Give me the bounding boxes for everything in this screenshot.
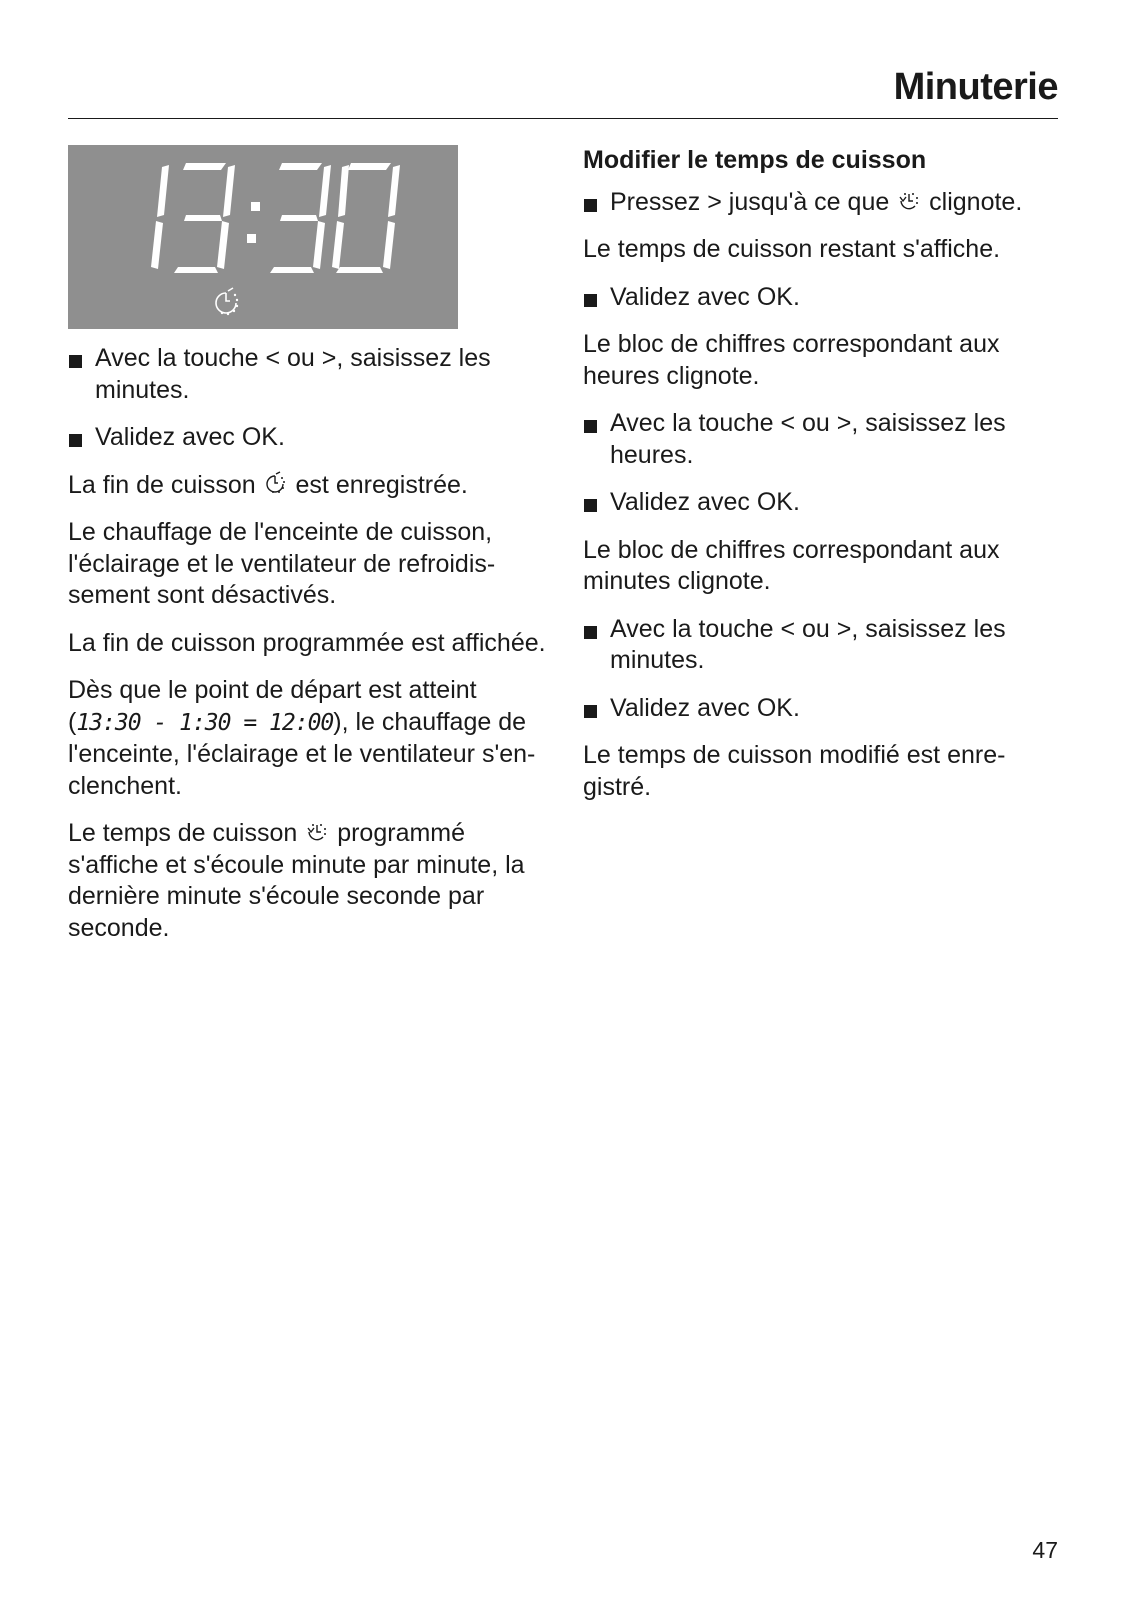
header-rule bbox=[68, 118, 1058, 119]
oven-display bbox=[68, 145, 458, 329]
paragraph-text: Pressez > jusqu'à ce que bbox=[610, 187, 890, 216]
end-of-cooking-timer-icon bbox=[216, 288, 238, 315]
cooking-time-icon bbox=[304, 819, 330, 845]
paragraph-text: est enregistrée. bbox=[295, 470, 468, 499]
paragraph: Le temps de cuisson restant s'affiche. bbox=[583, 235, 1001, 263]
paragraph: Le temps de cuisson modifié est enregistré. bbox=[583, 741, 1006, 801]
instruction-step: Avec la touche < ou >, saisissez les minutes. bbox=[68, 343, 548, 406]
paragraph-text: ), le chauffage de l'enceinte, l'éclairage et le ventilateur s'enclenchent. bbox=[68, 707, 536, 800]
instruction-step: Validez avec OK. bbox=[583, 487, 1063, 519]
paragraph-text: Dès que le point de départ est atteint ( bbox=[68, 676, 477, 736]
display-formula: 13:30 - 1:30 = 12:00 bbox=[76, 709, 334, 736]
instruction-step bbox=[583, 187, 1063, 219]
paragraph: Le bloc de chiffres correspondant aux minutes clignote. bbox=[583, 535, 1000, 595]
paragraph-text: La fin de cuisson bbox=[68, 470, 256, 499]
instruction-step: Avec la touche < ou >, saisissez les minutes. bbox=[583, 614, 1063, 677]
section-heading: Modifier le temps de cuisson bbox=[583, 146, 927, 174]
paragraph bbox=[68, 818, 548, 944]
paragraph bbox=[68, 470, 548, 502]
paragraph: La fin de cuisson programmée est affichée. bbox=[68, 628, 546, 657]
instruction-step: Validez avec OK. bbox=[583, 282, 1063, 314]
paragraph bbox=[68, 675, 548, 802]
display-digits bbox=[151, 163, 400, 273]
paragraph-text: Le temps de cuisson bbox=[68, 819, 298, 847]
cooking-time-icon bbox=[896, 188, 922, 214]
left-column bbox=[68, 145, 548, 960]
paragraph-text: clignote. bbox=[929, 187, 1023, 216]
page-title: Minuterie bbox=[893, 66, 1058, 108]
paragraph-text: programmé s'affiche et s'écoule minute par minute, la dernière minute s'écoule seconde par seconde. bbox=[68, 819, 525, 942]
paragraph: Le chauffage de l'enceinte de cuisson, l'éclairage et le ventilateur de refroidissement sont désactivés. bbox=[68, 518, 496, 609]
paragraph: Le bloc de chiffres correspondant aux heures clignote. bbox=[583, 330, 1000, 390]
seven-segment-display bbox=[68, 145, 458, 329]
end-of-cooking-icon bbox=[263, 471, 289, 497]
right-column bbox=[583, 145, 1063, 819]
page-number: 47 bbox=[1032, 1537, 1058, 1563]
instruction-step: Validez avec OK. bbox=[68, 422, 548, 454]
instruction-step: Avec la touche < ou >, saisissez les heures. bbox=[583, 408, 1063, 471]
instruction-step: Validez avec OK. bbox=[583, 693, 1063, 725]
